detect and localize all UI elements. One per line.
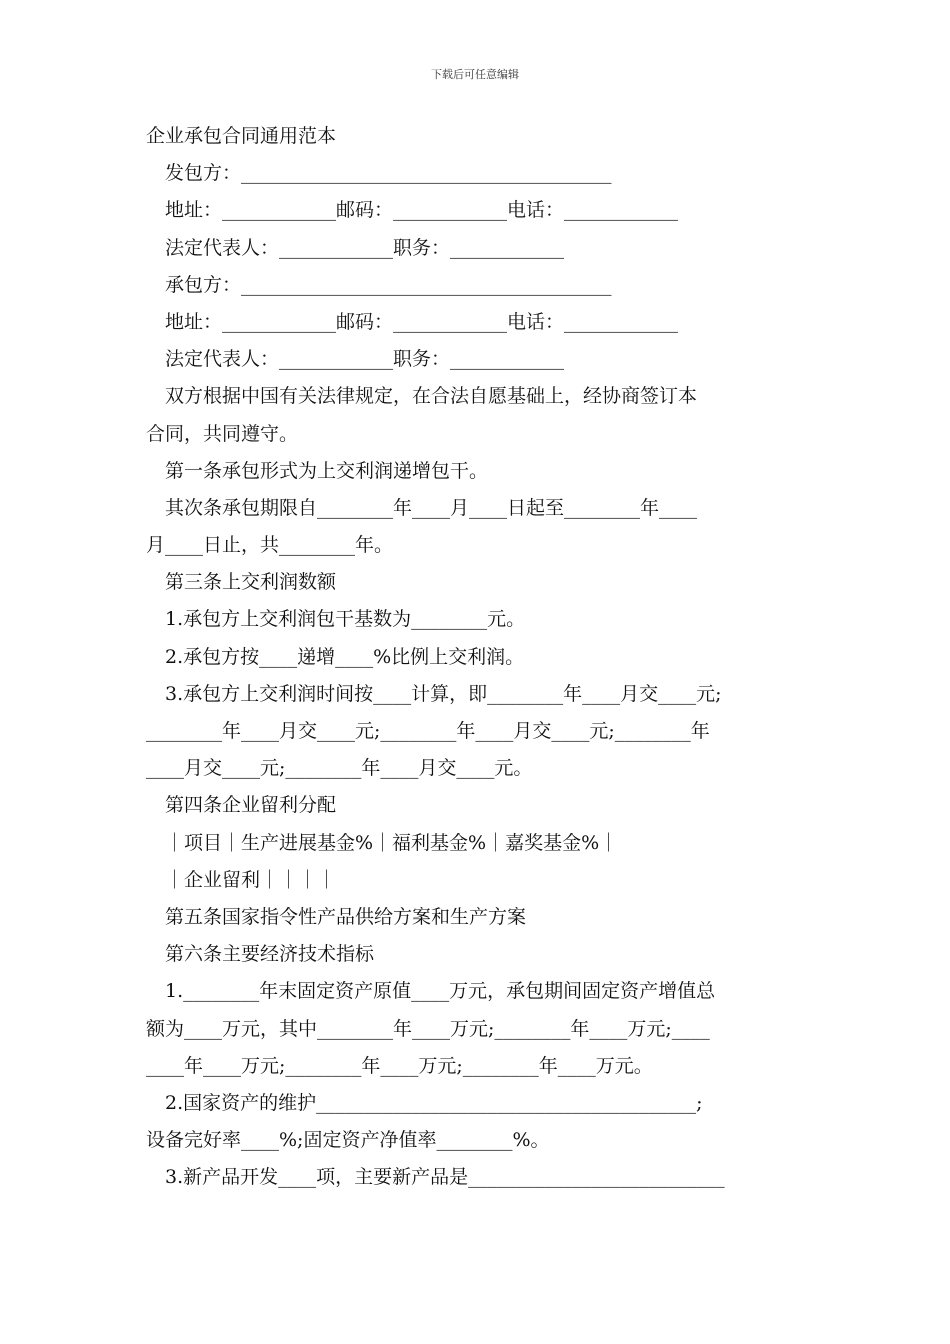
page-header: 下载后可任意编辑 xyxy=(431,68,519,81)
contract-line: 合同，共同遵守。 xyxy=(146,422,299,445)
contract-line: ____年____万元;________年____万元;________年____万元。 xyxy=(146,1054,653,1077)
contract-line: 地址：____________邮码：____________电话：____________ xyxy=(165,310,679,333)
contract-line: 法定代表人：____________职务：____________ xyxy=(165,236,565,259)
contract-line: 1.承包方上交利润包干基数为________元。 xyxy=(165,608,526,631)
contract-line: 双方根据中国有关法律规定，在合法自愿基础上，经协商签订本 xyxy=(165,385,698,408)
contract-line: 额为____万元，其中________年____万元;________年____万元;____ xyxy=(146,1017,710,1040)
contract-line: 地址：____________邮码：____________电话：____________ xyxy=(165,199,679,222)
contract-line: ____月交____元;________年____月交____元。 xyxy=(146,757,533,780)
contract-line: 其次条承包期限自________年____月____日起至________年____ xyxy=(165,496,698,519)
contract-line: 3.新产品开发____项，主要新产品是___________________________ xyxy=(165,1166,725,1189)
contract-line: 法定代表人：____________职务：____________ xyxy=(165,348,565,371)
contract-line: 承包方：_______________________________________ xyxy=(165,273,612,296)
contract-line: 第四条企业留利分配 xyxy=(165,794,337,817)
contract-body xyxy=(146,118,808,1196)
contract-line: ｜企业留利｜｜｜｜ xyxy=(165,868,337,891)
contract-line: ｜项目｜生产进展基金%｜福利基金%｜嘉奖基金%｜ xyxy=(165,831,619,854)
contract-line: 设备完好率____%;固定资产净值率________%。 xyxy=(146,1129,550,1152)
contract-line: 2.国家资产的维护________________________________________; xyxy=(165,1091,703,1114)
contract-line: 3.承包方上交利润时间按____计算，即________年____月交____元; xyxy=(165,682,722,705)
contract-line: 2.承包方按____递增____%比例上交利润。 xyxy=(165,645,525,668)
contract-line: 1.________年末固定资产原值____万元，承包期间固定资产增值总 xyxy=(165,980,716,1003)
contract-line: 第六条主要经济技术指标 xyxy=(165,943,375,966)
contract-line: ________年____月交____元;________年____月交____元;________年 xyxy=(146,720,710,742)
contract-line: 发包方：_______________________________________ xyxy=(165,162,612,185)
contract-line: 月____日止，共________年。 xyxy=(146,534,394,557)
contract-line: 第三条上交利润数额 xyxy=(165,571,337,594)
contract-line: 企业承包合同通用范本 xyxy=(146,125,337,147)
contract-line: 第一条承包形式为上交利润递增包干。 xyxy=(165,459,489,482)
contract-line: 第五条国家指令性产品供给方案和生产方案 xyxy=(165,905,527,928)
